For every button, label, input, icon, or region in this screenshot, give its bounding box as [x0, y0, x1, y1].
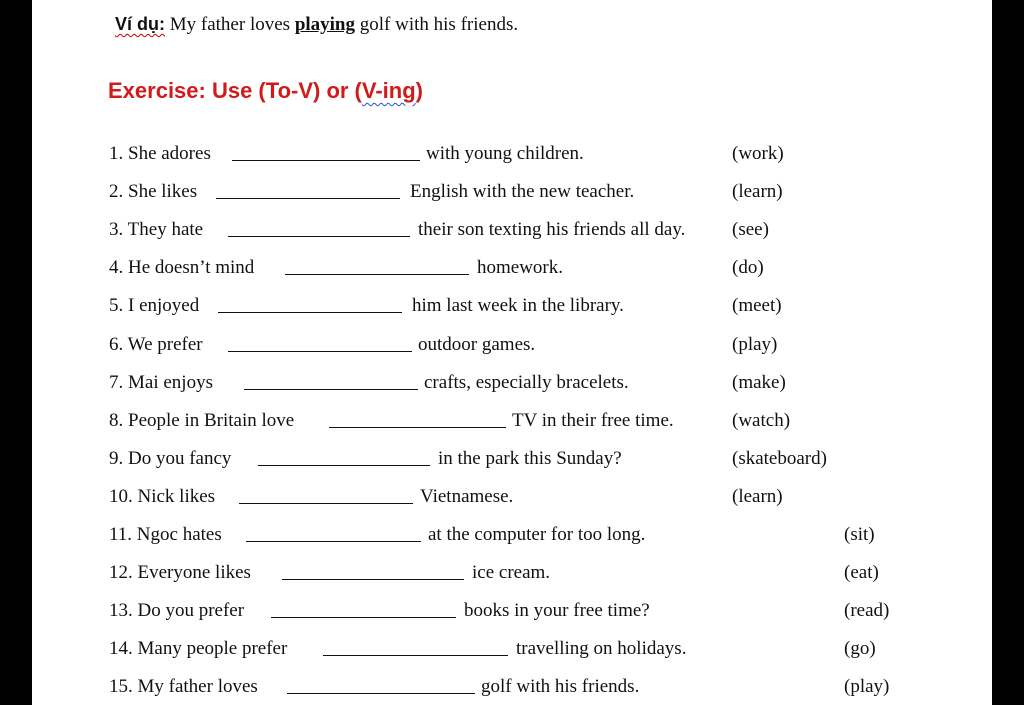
answer-blank[interactable] [228, 334, 412, 352]
answer-blank[interactable] [228, 219, 410, 237]
answer-blank[interactable] [271, 600, 456, 618]
item-continuation: ice cream. [472, 562, 551, 583]
example-keyword: playing [294, 14, 356, 35]
item-prompt: 5. I enjoyed [109, 295, 200, 316]
example-text-post: golf with his friends. [359, 14, 519, 35]
answer-blank[interactable] [239, 486, 413, 504]
answer-blank[interactable] [244, 372, 418, 390]
verb-hint: (read) [844, 600, 890, 621]
item-prompt: 6. We prefer [109, 334, 203, 355]
item-prompt: 3. They hate [109, 219, 204, 240]
item-continuation: golf with his friends. [481, 676, 640, 697]
answer-blank[interactable] [218, 295, 402, 313]
answer-blank[interactable] [329, 410, 506, 428]
answer-blank[interactable] [323, 638, 508, 656]
item-prompt: 12. Everyone likes [109, 562, 251, 583]
exercise-title-end: ) [415, 78, 423, 103]
item-prompt: 1. She adores [109, 143, 211, 164]
example-text-pre: My father loves [169, 14, 291, 35]
item-continuation: their son texting his friends all day. [418, 219, 686, 240]
item-continuation: Vietnamese. [420, 486, 514, 507]
verb-hint: (learn) [732, 486, 783, 507]
item-prompt: 11. Ngoc hates [109, 524, 222, 545]
verb-hint: (play) [844, 676, 890, 697]
verb-hint: (skateboard) [732, 448, 827, 469]
item-prompt: 10. Nick likes [109, 486, 216, 507]
item-prompt: 2. She likes [109, 181, 198, 202]
verb-hint: (do) [732, 257, 764, 278]
verb-hint: (eat) [844, 562, 879, 583]
item-continuation: TV in their free time. [512, 410, 674, 431]
answer-blank[interactable] [287, 676, 475, 694]
verb-hint: (work) [732, 143, 784, 164]
answer-blank[interactable] [232, 143, 420, 161]
answer-blank[interactable] [258, 448, 430, 466]
item-prompt: 15. My father loves [109, 676, 258, 697]
verb-hint: (watch) [732, 410, 791, 431]
item-continuation: homework. [477, 257, 564, 278]
example-label: Ví dụ: [115, 14, 165, 34]
verb-hint: (make) [732, 372, 786, 393]
item-continuation: travelling on holidays. [516, 638, 687, 659]
exercise-title-main: Exercise: Use (To-V) or ( [108, 78, 362, 103]
item-continuation: English with the new teacher. [410, 181, 635, 202]
exercise-title-ving: V-ing [361, 78, 416, 103]
item-prompt: 14. Many people prefer [109, 638, 288, 659]
answer-blank[interactable] [282, 562, 464, 580]
item-continuation: outdoor games. [418, 334, 536, 355]
item-continuation: crafts, especially bracelets. [424, 372, 629, 393]
verb-hint: (see) [732, 219, 769, 240]
verb-hint: (play) [732, 334, 778, 355]
verb-hint: (meet) [732, 295, 782, 316]
verb-hint: (sit) [844, 524, 875, 545]
item-continuation: books in your free time? [464, 600, 650, 621]
answer-blank[interactable] [285, 257, 469, 275]
item-prompt: 8. People in Britain love [109, 410, 295, 431]
document-page [32, 0, 992, 705]
item-prompt: 4. He doesn’t mind [109, 257, 255, 278]
answer-blank[interactable] [216, 181, 400, 199]
verb-hint: (learn) [732, 181, 783, 202]
answer-blank[interactable] [246, 524, 421, 542]
item-prompt: 13. Do you prefer [109, 600, 245, 621]
item-continuation: at the computer for too long. [428, 524, 646, 545]
item-prompt: 7. Mai enjoys [109, 372, 213, 393]
item-continuation: in the park this Sunday? [438, 448, 622, 469]
item-continuation: him last week in the library. [412, 295, 624, 316]
item-continuation: with young children. [426, 143, 584, 164]
exercise-title [108, 78, 423, 104]
example-sentence [115, 14, 518, 36]
item-prompt: 9. Do you fancy [109, 448, 232, 469]
verb-hint: (go) [844, 638, 876, 659]
